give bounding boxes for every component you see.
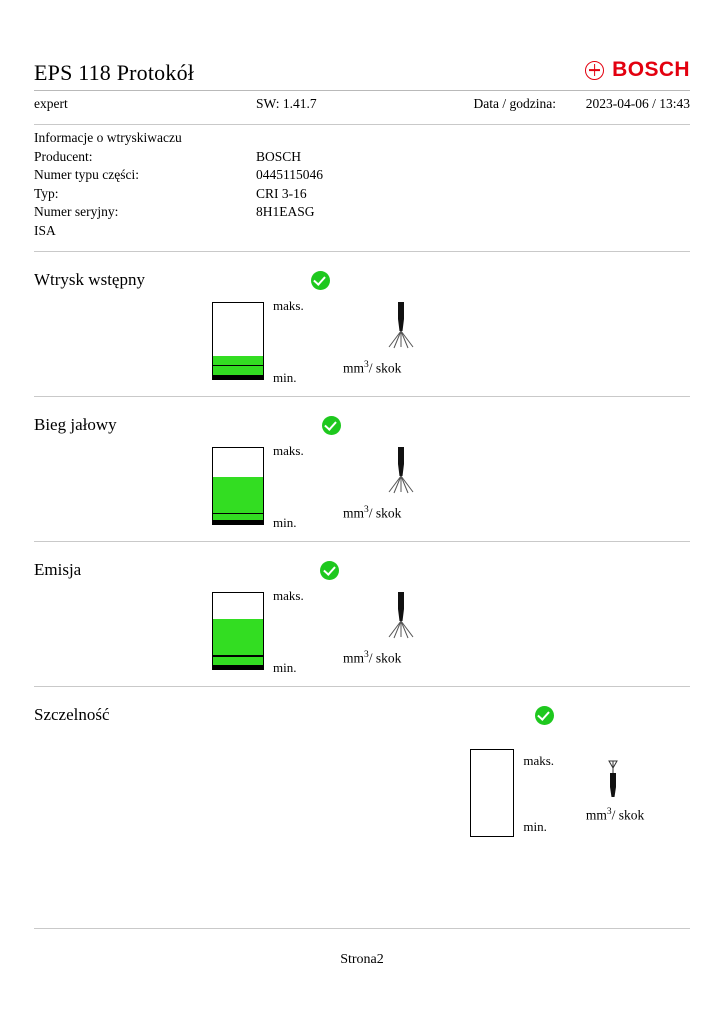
unit-block (341, 302, 461, 380)
unit-suffix: / skok (368, 360, 402, 375)
measurement-bar (212, 592, 264, 670)
injector-info-heading: Informacje o wtryskiwaczu (34, 130, 182, 145)
unit-prefix: mm (343, 360, 365, 375)
status-ok-icon (311, 271, 330, 290)
info-label: ISA (34, 222, 56, 238)
meta-datetime-value: 2023-04-06 / 13:43 (585, 96, 690, 111)
unit-prefix: mm (343, 505, 365, 520)
bar-baseline (213, 375, 263, 379)
unit-text (341, 650, 461, 667)
footer-divider (34, 928, 690, 929)
info-label: Producent: (34, 148, 93, 164)
unit-text (580, 807, 690, 824)
gauge-row (34, 298, 690, 390)
page-title: EPS 118 Protokół (34, 60, 195, 85)
section-title: Wtrysk wstępny (34, 270, 145, 289)
status-ok-icon (322, 416, 341, 435)
section-leakage (34, 687, 690, 837)
max-label: maks. (273, 588, 304, 603)
unit-suffix: / skok (611, 807, 645, 822)
info-row (34, 185, 690, 204)
section-idle (34, 397, 690, 535)
info-value: BOSCH (256, 148, 302, 164)
bar-min-line (213, 513, 263, 515)
brand-name: BOSCH (612, 58, 690, 81)
info-value: CRI 3-16 (256, 185, 307, 201)
info-label: Numer seryjny: (34, 204, 119, 219)
bar-labels (523, 749, 576, 837)
document-header (34, 44, 690, 84)
info-value: 0445115046 (256, 167, 323, 182)
section-title: Bieg jałowy (34, 415, 117, 434)
section-pre-injection (34, 252, 690, 390)
min-label: min. (523, 819, 547, 834)
unit-prefix: mm (585, 807, 607, 822)
bosch-mark-icon (585, 61, 604, 80)
page-footer: Strona2 (340, 952, 384, 967)
injector-nozzle-icon (384, 302, 418, 350)
unit-block (341, 592, 461, 670)
min-label: min. (273, 660, 297, 675)
meta-mode: expert (34, 96, 68, 111)
unit-suffix: / skok (368, 505, 402, 520)
info-heading-line (34, 129, 690, 148)
injector-nozzle-icon (384, 447, 418, 495)
bar-baseline (213, 665, 263, 669)
bar-labels (273, 588, 335, 675)
unit-exponent: 3 (606, 806, 612, 817)
injector-nozzle-icon (598, 759, 628, 801)
unit-suffix: / skok (368, 650, 402, 665)
status-ok-icon (320, 561, 339, 580)
bosch-logo (585, 58, 690, 84)
bar-min-line (213, 655, 263, 657)
unit-text (341, 360, 461, 377)
unit-prefix: mm (343, 650, 365, 665)
info-label: Numer typu części: (34, 167, 139, 182)
max-label: maks. (523, 753, 555, 768)
gauge-row (34, 588, 690, 680)
unit-block (580, 749, 690, 837)
unit-exponent: 3 (364, 504, 369, 515)
info-row (34, 222, 690, 241)
measurement-bar (470, 749, 514, 837)
status-ok-icon (535, 706, 554, 725)
measurement-bar (212, 447, 264, 525)
meta-software-version: SW: 1.41.7 (256, 96, 317, 111)
section-title: Emisja (34, 560, 82, 579)
unit-exponent: 3 (364, 359, 369, 370)
info-row (34, 166, 690, 185)
info-row (34, 203, 690, 222)
meta-datetime-label: Data / godzina: (473, 96, 556, 111)
info-row (34, 148, 690, 167)
min-label: min. (273, 515, 297, 530)
bar-fill (213, 619, 263, 669)
bar-fill (213, 477, 263, 524)
info-value: 8H1EASG (256, 204, 315, 219)
bar-min-line (213, 365, 263, 367)
measurement-bar (212, 302, 264, 380)
unit-text (341, 505, 461, 522)
unit-block (341, 447, 461, 525)
bar-baseline (213, 520, 263, 524)
injector-nozzle-icon (384, 592, 418, 640)
gauge-row (34, 737, 690, 837)
unit-exponent: 3 (364, 649, 369, 660)
bar-labels (273, 298, 335, 385)
meta-row (34, 91, 690, 118)
injector-info-block (34, 125, 690, 245)
info-label: Typ: (34, 185, 59, 201)
section-title: Szczelność (34, 705, 110, 724)
max-label: maks. (273, 298, 304, 313)
info-value (256, 222, 690, 241)
section-emission (34, 542, 690, 680)
bar-labels (273, 443, 335, 530)
max-label: maks. (273, 443, 304, 458)
min-label: min. (273, 370, 297, 385)
gauge-row (34, 443, 690, 535)
